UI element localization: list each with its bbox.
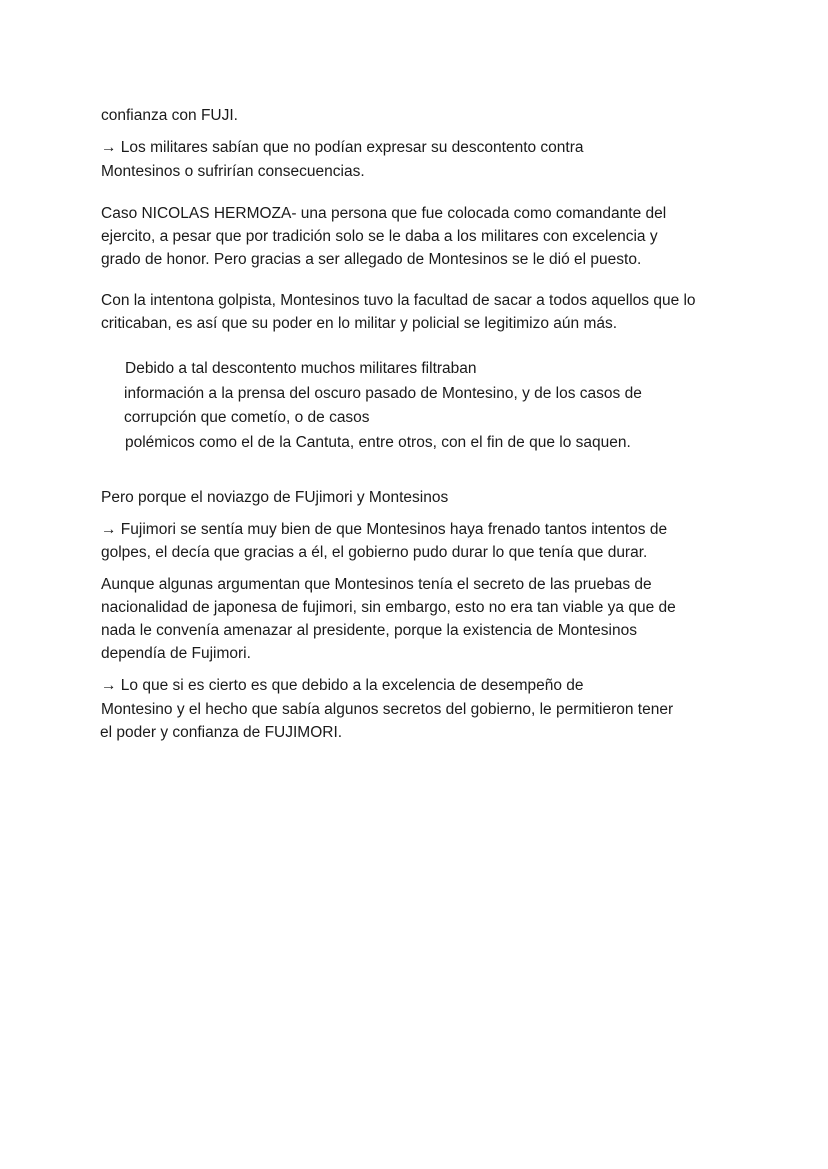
- text-line: nacionalidad de japonesa de fujimori, sin embargo, esto no era tan viable ya que de: [101, 599, 676, 616]
- text-line: confianza con FUJI.: [101, 107, 238, 124]
- text-line: → Lo que si es cierto es que debido a la excelencia de desempeño de: [101, 677, 584, 694]
- text-line: golpes, el decía que gracias a él, el gobierno pudo durar lo que tenía que durar.: [101, 544, 648, 561]
- text-line: → Los militares sabían que no podían expresar su descontento contra: [101, 139, 584, 156]
- text-line: polémicos como el de la Cantuta, entre otros, con el fin de que lo saquen.: [125, 434, 631, 451]
- text-line: Debido a tal descontento muchos militares filtraban: [125, 360, 477, 377]
- text-line: criticaban, es así que su poder en lo militar y policial se legitimizo aún más.: [101, 315, 618, 332]
- text-line: el poder y confianza de FUJIMORI.: [100, 724, 343, 741]
- text-line: nada le convenía amenazar al presidente, porque la existencia de Montesinos: [101, 622, 637, 639]
- text-line: Caso NICOLAS HERMOZA- una persona que fue colocada como comandante del: [101, 205, 667, 222]
- text-line: corrupción que cometío, o de casos: [124, 409, 370, 426]
- text-line: dependía de Fujimori.: [101, 645, 251, 662]
- text-line: información a la prensa del oscuro pasado de Montesino, y de los casos de: [124, 385, 642, 402]
- text-line: Aunque algunas argumentan que Montesinos tenía el secreto de las pruebas de: [101, 576, 652, 593]
- text-line: Pero porque el noviazgo de FUjimori y Montesinos: [101, 489, 449, 506]
- text-line: Montesinos o sufrirían consecuencias.: [101, 163, 365, 180]
- text-line: → Fujimori se sentía muy bien de que Montesinos haya frenado tantos intentos de: [101, 521, 668, 538]
- text-line: Con la intentona golpista, Montesinos tuvo la facultad de sacar a todos aquellos que lo: [101, 292, 696, 309]
- text-line: grado de honor. Pero gracias a ser allegado de Montesinos se le dió el puesto.: [101, 251, 642, 268]
- text-line: Montesino y el hecho que sabía algunos secretos del gobierno, le permitieron tener: [101, 701, 674, 718]
- text-line: ejercito, a pesar que por tradición solo se le daba a los militares con excelencia y: [101, 228, 658, 245]
